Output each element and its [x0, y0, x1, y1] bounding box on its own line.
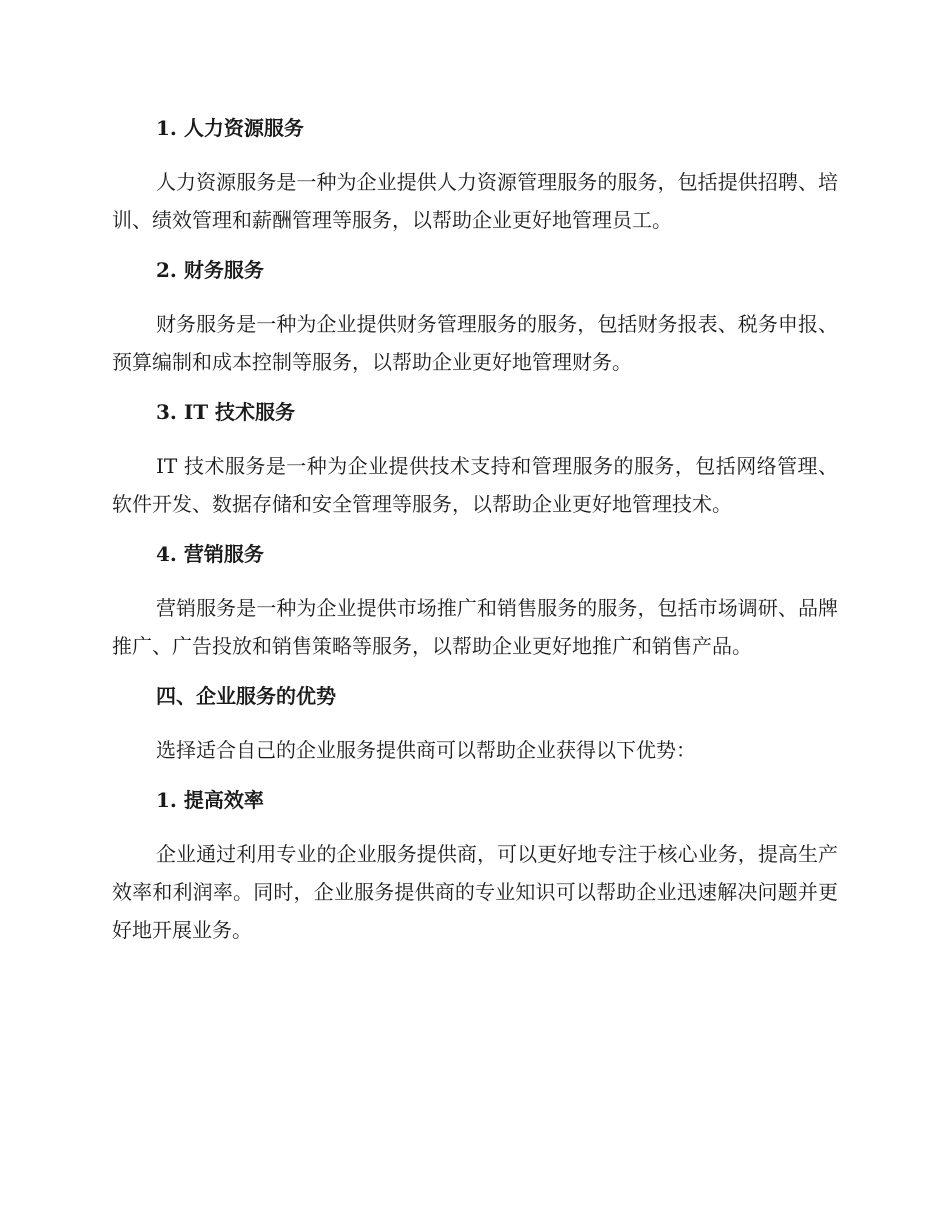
paragraph-finance-services: 财务服务是一种为企业提供财务管理服务的服务，包括财务报表、税务申报、预算编制和成本控制等服务，以帮助企业更好地管理财务。: [112, 312, 838, 374]
section-heading-it-services: 3. IT 技术服务: [156, 400, 296, 424]
paragraph-advantages-intro: 选择适合自己的企业服务提供商可以帮助企业获得以下优势：: [156, 738, 696, 762]
paragraph-marketing-services: 营销服务是一种为企业提供市场推广和销售服务的服务，包括市场调研、品牌推广、广告投放和销售策略等服务，以帮助企业更好地推广和销售产品。: [112, 596, 838, 658]
section-heading-hr-services: 1. 人力资源服务: [156, 116, 304, 140]
section-heading-marketing-services: 4. 营销服务: [156, 542, 264, 566]
paragraph-hr-services: 人力资源服务是一种为企业提供人力资源管理服务的服务，包括提供招聘、培训、绩效管理和薪酬管理等服务，以帮助企业更好地管理员工。: [112, 170, 838, 232]
section-heading-finance-services: 2. 财务服务: [156, 258, 264, 282]
paragraph-improve-efficiency: 企业通过利用专业的企业服务提供商，可以更好地专注于核心业务，提高生产效率和利润率。同时，企业服务提供商的专业知识可以帮助企业迅速解决问题并更好地开展业务。: [112, 842, 838, 942]
section-heading-improve-efficiency: 1. 提高效率: [156, 788, 264, 812]
paragraph-it-services: IT 技术服务是一种为企业提供技术支持和管理服务的服务，包括网络管理、软件开发、数据存储和安全管理等服务，以帮助企业更好地管理技术。: [112, 454, 838, 516]
section-heading-advantages: 四、企业服务的优势: [156, 684, 336, 708]
